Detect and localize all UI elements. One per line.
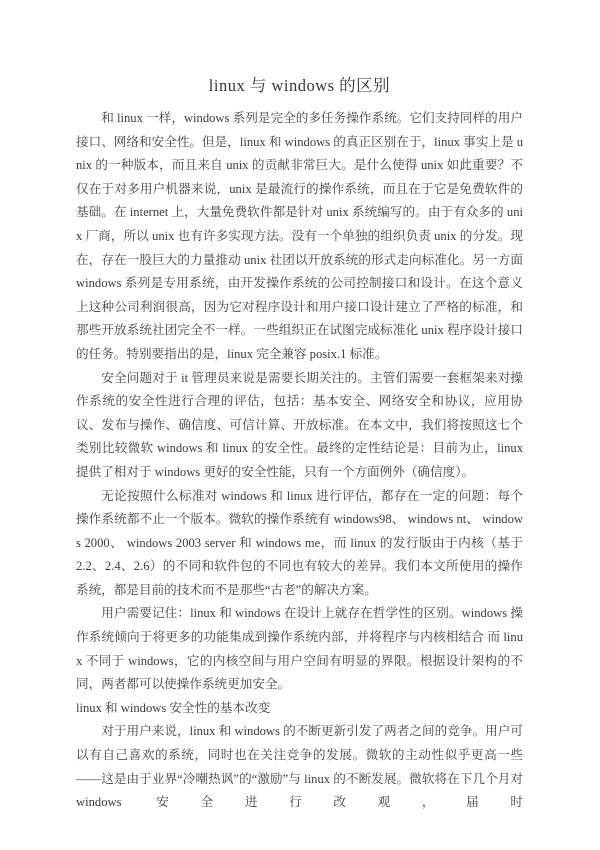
paragraph-intro: 和 linux 一样，windows 系列是完全的多任务操作系统。它们支持同样的用户接口、网络和安全性。但是，linux 和 windows 的真正区别在于，linux 事实上是 unix 的一种版本，而且来自 unix 的贡献非常巨大。是什么使得 unix 如此重要？不仅在于对多用户机器来说，unix 是最流行的操作系统，而且在于它是免费软件的基础。在 internet 上，大量免费软件都是针对 unix 系统编写的。由于有众多的 unix 厂商，所以 unix 也有许多实现方法。没有一个单独的组织负责 unix 的分发。现在，存在一股巨大的力量推动 unix 社团以开放系统的形式走向标准化。另一方面 windows 系列是专用系统，由开发操作系统的公司控制接口和设计。在这个意义上这种公司利润很高，因为它对程序设计和用户接口设计建立了严格的标准，和那些开放系统社团完全不一样。一些组织正在试图完成标准化 unix 程序设计接口的任务。特别要指出的是，linux 完全兼容 posix.1 标准。 (76, 111, 523, 361)
document-title: linux 与 windows 的区别 (208, 76, 391, 95)
paragraph-security-framework: 安全问题对于 it 管理员来说是需要长期关注的。主管们需要一套框架来对操作系统的安全性进行合理的评估，包括：基本安全、网络安全和协议，应用协议、发布与操作、确信度、可信计算、开放标准。在本文中，我们将按照这七个类别比较微软 windows 和 linux 的安全性。最终的定性结论是：目前为止，linux 提供了相对于 windows 更好的安全性能，只有一个方面例外（确信度）。 (76, 370, 523, 479)
section-heading-security-changes: linux 和 windows 安全性的基本改变 (76, 700, 271, 715)
paragraph-design-philosophy: 用户需要记住：linux 和 windows 在设计上就存在哲学性的区别。windows 操作系统倾向于将更多的功能集成到操作系统内部，并将程序与内核相结合 而 linux 不同于 windows，它的内核空间与用户空间有明显的界限。根据设计架构的不同，两者都可以使操作系统更加安全。 (76, 606, 523, 692)
paragraph-competition: 对于用户来说，linux 和 windows 的不断更新引发了两者之间的竞争。用户可以有自己喜欢的系统，同时也在关注竞争的发展。微软的主动性似乎更高一些——这是由于业界“冷嘲热讽”的“激励”与 linux 的不断发展。微软将在下几个月对 windows 安全进行改观，届时 (76, 724, 523, 810)
paragraph-versions: 无论按照什么标准对 windows 和 linux 进行评估，都存在一定的问题：每个操作系统都不止一个版本。微软的操作系统有 windows98、 windows nt、 windows 2000、 windows 2003 server 和 windows me，而 linux 的发行版由于内核（基于 2.2、2.4、2.6）的不同和软件包的不同也有较大的差异。我们本文所使用的操作系统，都是目前的技术而不是那些“古老”的解决方案。 (76, 488, 523, 597)
